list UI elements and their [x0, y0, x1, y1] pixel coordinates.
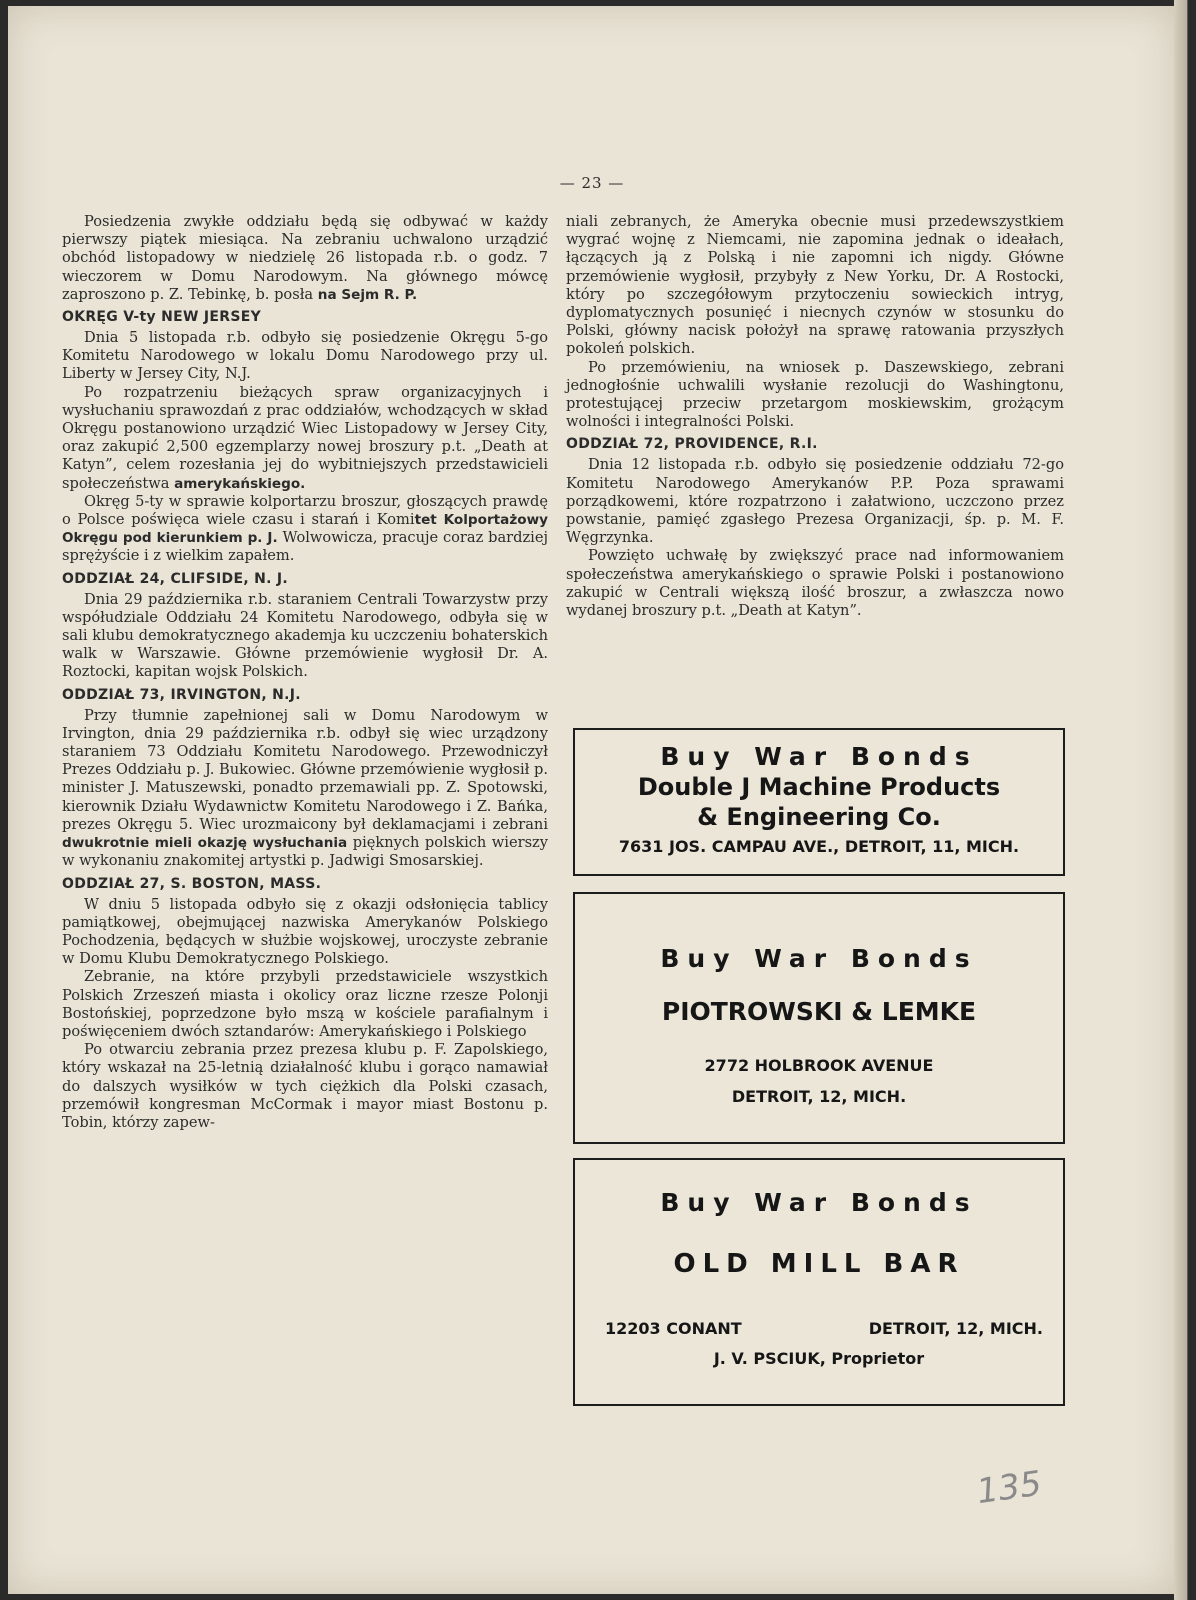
section-heading: ODDZIAŁ 27, S. BOSTON, MASS.	[62, 875, 322, 892]
paragraph-text: Posiedzenia zwykłe oddziału będą się odbywać w każdy pierwszy piątek miesiąca. Na zebraniu uchwalono urządzić obchód listopadowy w niedzielę 26 listopada r.b. o godz. 7 wieczorem w Domu Narodowym. Na głównego mówcę zaproszono p. Z. Tebinkę, b. posła	[62, 213, 548, 303]
paragraph: Dnia 5 listopada r.b. odbyło się posiedzenie Okręgu 5-go Komitetu Narodowego w lokalu Domu Narodowego przy ul. Liberty w Jersey City, N.J.	[62, 329, 548, 383]
paragraph: Po przemówieniu, na wniosek p. Daszewskiego, zebrani jednogłośnie uchwalili wysłanie rezolucji do Washingtonu, protestującej przeciw przetargom moskiewskim, grożącym wolności i integralności Polski.	[566, 358, 1064, 431]
ad-slogan: Buy War Bonds	[660, 944, 978, 973]
page-number: — 23 —	[559, 174, 625, 192]
paragraph-bold: dwukrotnie mieli okazję wysłuchania	[62, 835, 348, 852]
paragraph: W dniu 5 listopada odbyło się z okazji odsłonięcia tablicy pamiątkowej, obejmującej nazwiska Amerykanów Polskiego Pochodzenia, będących w służbie wojskowej, uroczyste zebranie w Domu Klubu Demokratycznego Polskiego.	[62, 895, 548, 968]
ad-city: DETROIT, 12, MICH.	[731, 1087, 907, 1106]
page-edge	[1174, 0, 1196, 1600]
ad-street: 2772 HOLBROOK AVENUE	[704, 1056, 934, 1075]
paragraph-bold: amerykańskiego.	[174, 475, 306, 492]
ad-address: 7631 JOS. CAMPAU AVE., DETROIT, 11, MICH.	[618, 837, 1020, 856]
ad-city: DETROIT, 12, MICH.	[868, 1319, 1043, 1338]
paragraph	[62, 213, 548, 304]
section-heading: ODDZIAŁ 24, CLIFSIDE, N. J.	[62, 570, 289, 587]
right-column	[566, 213, 1064, 620]
paragraph	[62, 493, 548, 566]
paragraph-text: Po rozpatrzeniu bieżących spraw organizacyjnych i wysłuchaniu sprawozdań z prac oddziałów, wchodzących w skład Okręgu postanowiono urządzić Wiec Listopadowy w Jersey City, oraz zakupić 2,500 egzemplarzy nowej broszury p.t. „Death at Katyn”, celem rozesłania jej do wybitniejszych przedstawicieli społeczeństwa	[62, 383, 548, 492]
paragraph: Dnia 29 października r.b. staraniem Centrali Towarzystw przy współudziale Oddziału 24 Komitetu Narodowego, odbyła się w sali klubu demokratycznego akademja ku uczczeniu bohaterskich walk w Warszawie. Główne przemówienie wygłosił Dr. A. Roztocki, kapitan wojsk Polskich.	[62, 590, 548, 681]
section-heading: ODDZIAŁ 72, PROVIDENCE, R.I.	[566, 436, 818, 453]
ad-address-row	[575, 1319, 1063, 1341]
document-page	[8, 6, 1176, 1594]
advertisement-piotrowski-lemke	[573, 892, 1065, 1144]
paragraph-text: Przy tłumnie zapełnionej sali w Domu Narodowym w Irvington, dnia 29 października r.b. odbył się wiec urządzony staraniem 73 Oddziału Komitetu Narodowego. Przewodniczył Prezes Oddziału p. J. Bukowiec. Główne przemówienie wygłosił p. minister J. Matuszewski, ponadto przemawiali pp. Z. Spotowski, kierownik Działu Wydawnictw Komitetu Narodowego i Z. Bańka, prezes Okręgu 5. Wiec urozmaicony był deklamacjami i zebrani	[62, 706, 548, 833]
paragraph-text: Okręg 5-ty w sprawie kolportarzu broszur, głoszących prawdę o Polsce poświęca wiele czasu i starań i Komi	[62, 492, 548, 529]
ad-owner: J. V. PSCIUK, Proprietor	[713, 1349, 925, 1368]
paragraph: Dnia 12 listopada r.b. odbyło się posiedzenie oddziału 72-go Komitetu Narodowego Amerykanów P.P. Poza sprawami porządkowemi, które rozpatrzono i załatwiono, uczczono przez powstanie, pamięć zgasłego Prezesa Organizacji, śp. p. M. F. Węgrzynka.	[566, 456, 1064, 547]
ad-company-name: PIOTROWSKI & LEMKE	[661, 997, 977, 1026]
advertisement-old-mill-bar	[573, 1158, 1065, 1406]
paragraph	[62, 384, 548, 493]
ad-company-name: Double J Machine Products	[637, 773, 1001, 801]
paragraph: Zebranie, na które przybyli przedstawiciele wszystkich Polskich Zrzeszeń miasta i okolicy oraz liczne rzesze Polonji Bostońskiej, poprzedzone było mszą w kościele parafialnym i poświęceniem dwóch sztandarów: Amerykańskiego i Polskiego	[62, 968, 548, 1040]
paragraph: Powzięto uchwałę by zwiększyć prace nad informowaniem społeczeństwa amerykańskiego o sprawie Polski i postanowiono zakupić w Centrali większą ilość broszur, a zwłaszcza nowo wydanej broszury p.t. „Death at Katyn”.	[566, 547, 1064, 620]
handwritten-page-number: 135	[974, 1463, 1045, 1513]
paragraph	[62, 707, 548, 871]
paragraph-bold: na Sejm R. P.	[317, 286, 418, 303]
paragraph-text: pięknych polskich wierszy w wykonaniu znakomitej artystki p. Jadwigi Smosarskiej.	[62, 834, 548, 870]
ad-slogan: Buy War Bonds	[660, 1188, 978, 1217]
paragraph-bold: tet Kolportażowy Okręgu pod kierunkiem p. J.	[62, 512, 549, 547]
ad-slogan: Buy War Bonds	[660, 742, 978, 771]
advertisement-double-j	[573, 728, 1065, 876]
ad-company-name: OLD MILL BAR	[673, 1249, 965, 1279]
ad-company-name-2: & Engineering Co.	[697, 803, 941, 831]
section-heading: ODDZIAŁ 73, IRVINGTON, N.J.	[62, 686, 301, 703]
paragraph: niali zebranych, że Ameryka obecnie musi przedewszystkiem wygrać wojnę z Niemcami, nie zapomina jednak o ideałach, łączących ją z Polską i nie zapomni ich nigdy. Główne przemówienie wygłosił, przybyły z New Yorku, Dr. A Rostocki, który po szczegółowym przytoczeniu sowieckich intryg, dyplomatycznych posunięć i niecnych czynów w stosunku do Polski, główny nacisk położył na sprawę ratowania przyszłych pokoleń polskich.	[566, 213, 1064, 358]
ad-street: 12203 CONANT	[605, 1319, 742, 1338]
left-column	[62, 213, 548, 1132]
section-heading: OKRĘG V-ty NEW JERSEY	[62, 309, 262, 326]
paragraph-text: Wolwowicza, pracuje coraz bardziej sprężyście i z wielkim zapałem.	[62, 529, 549, 565]
paragraph: Po otwarciu zebrania przez prezesa klubu p. F. Zapolskiego, który wskazał na 25-letnią działalność klubu i gorąco namawiał do dalszych wysiłków w tych ciężkich dla Polski czasach, przemówił kongresman McCormak i mayor miast Bostonu p. Tobin, którzy zapew-	[62, 1041, 548, 1131]
